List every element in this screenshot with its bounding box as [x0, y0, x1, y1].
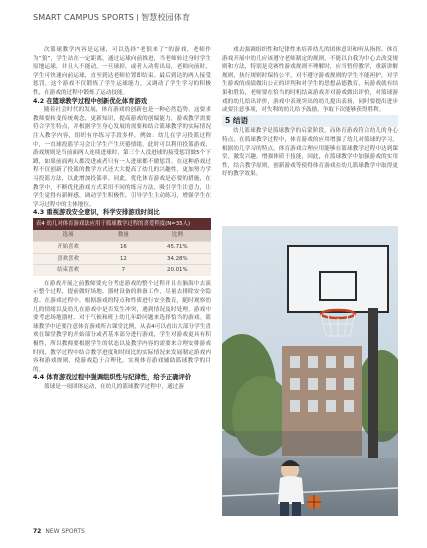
table-header-row	[33, 230, 211, 241]
table-header-cell: 数量	[103, 230, 144, 241]
survey-table	[33, 230, 211, 275]
basketball-photo	[222, 226, 398, 516]
section-heading: 5 结语	[222, 115, 398, 128]
table-caption: 表4 幼儿对体育游戏法应用于篮球教学过程的喜爱程度(N=35人)	[33, 218, 211, 231]
paragraph: 幼儿篮球教学是篮球教学的启蒙阶段，而体育游戏符合幼儿的身心特点，在篮球教学过程中，体育游戏的应用增强了幼儿对篮球的学习，根据幼儿学习的特点，体育游戏合理应用能够在篮球教学过程中达到课堂，激发兴趣，增强体质于技能，因此，在篮球教学中加强游戏的实用性，结合教学原则，创新游戏等使得体育游戏在幼儿篮球教学中取得更好的教学效果。	[222, 128, 398, 178]
table-row	[33, 242, 211, 254]
page-footer	[33, 528, 85, 535]
basketball-photo-illustration	[222, 226, 398, 516]
header-divider	[137, 14, 138, 21]
subsection-heading: 4.4 体育游戏过程中强调组织性与纪律性，给予正确评价	[33, 374, 192, 382]
header-section-en: SMART CAMPUS SPORTS	[33, 13, 135, 22]
table-cell: 开始喜欢	[33, 242, 103, 254]
page-number: 72	[33, 528, 42, 535]
header-section-cn: 智慧校园体育	[141, 13, 191, 22]
table-row	[33, 265, 211, 276]
paragraph: 在游戏开展之前教师要充分考虑游戏的整个过程并且在脑海中去演示整个过程，提前做好场地、器材设备的准备工作，尽量去排除安全隐患。在游戏过程中，根据游戏的特点和性质进行安全教育，随时观察幼儿的情绪以及幼儿在游戏中是否发生冲突，遇到情况及时处理，游戏中要考虑场地器材、对于气候和班上幼儿年龄问题来选择恰当的游戏。篮球教学中还要注意体育游戏所占课堂比例，从表4可以看出大部分学生喜欢在课堂教学的开始部分或者基本部分进行游戏，学生对游戏更具有积极性，所以教师要根据学生的状态以及教学内容的需要来合理安排游戏时间，教学过程中结合教学进度和时间比的实际情况来发展制定游戏内容和游戏规则，使游戏趋于合理化，实现体育游戏辅助篮球教学的目的。	[33, 280, 211, 373]
table-cell: 结束喜欢	[33, 265, 103, 276]
magazine-name: NEW SPORTS	[45, 528, 85, 535]
paragraph: 随着社会时代的发展，体育游戏的创新也是一种必然趋势。这要求教师要转变传统观念，更新知识，提高游戏的创编能力，游戏教学需要符合学生特点，并根据学生身心发展的需要和结合篮球教学的实际情况注入教学内容，组织有序练习手段多样。例如：幼儿在学习投篮过程中，一直球投篮学习会让学生产生厌倦情绪，此时可以利用投篮游戏，游戏规则是当前面两人连续进球时，第三个人没进球的接受惩罚做5个下蹲，如果前面两人都没进或者只有一人进球都不做惩罚。在这种游戏过程不仅创新了投篮的教学方式还大大提高了幼儿的兴趣性，更加努力学习投篮方法，以此增加投篮率。同此，优化体育游戏是必要的措施，在教学中，不断优化游戏方式采用不同的练习方法，吸引学生注意力，让学生觉得有新鲜感，调动学生积极性，引导学生主动练习，增强学生在学习过程中的主体地位。	[33, 107, 211, 208]
table-header-cell: 比例	[144, 230, 211, 241]
table-cell: 34.28%	[144, 253, 211, 265]
table-cell: 20.01%	[144, 265, 211, 276]
subsection-heading: 4.2 在篮球教学过程中创新优化体育游戏	[33, 97, 148, 105]
right-column	[222, 46, 398, 179]
table-cell: 7	[103, 265, 144, 276]
paragraph: 次篮球教学内容是运球，可以选择“老狼来了”的游戏，老师作为“狼”，学生站在一定距离，通过运球向前推进，当老师转过身时学生原地运球，并且人不能动，一旦球掉，或者人动将出局，老师向前时，学生可快速向前运球，直至到达老师位置即结束。最后到达的两人接受惩罚。这个游戏不仅锻炼了学生运球能力，又调动了学生学习的积极性，在游戏的过程中锻炼了运动技能。	[33, 47, 211, 96]
table-cell: 喜欢喜欢	[33, 253, 103, 265]
paragraph: 篮球是一项团体运动，在幼儿的篮球教学过程中，通过游	[44, 383, 184, 390]
subsection-heading: 4.3 重视游戏安全意识，科学安排游戏时间比	[33, 209, 160, 217]
table-cell: 12	[103, 253, 144, 265]
paragraph: 戏去强调组织性和纪律性来培养幼儿的团体意识和听从指挥。体育游戏开展中幼儿应该遵守老师制定的规则，不能以自我为中心去改变规则和方法，特别是竞赛性游戏规则不理解时，应当暂停教学，重新讲解规则，执行规则时保持公平，对不遵守游戏规则的学生不能袒护，对学生游戏的成绩做出公正的评判和对学生的思想品德教育，玩游戏就有结果和胜负，老师要在恰当的时机结束游戏并对游戏做出评价，对篮球游戏的幼儿给出评价，游戏中表现突出的幼儿提出表扬，同时要提出进步或要注意事项，对失利的幼儿给予鼓励，争取下次能够获得胜利。	[222, 47, 398, 114]
table-cell: 45.71%	[144, 242, 211, 254]
table-header-cell: 选项	[33, 230, 103, 241]
running-header	[33, 12, 190, 23]
table-cell: 16	[103, 242, 144, 254]
table-row	[33, 253, 211, 265]
left-column	[33, 46, 211, 392]
